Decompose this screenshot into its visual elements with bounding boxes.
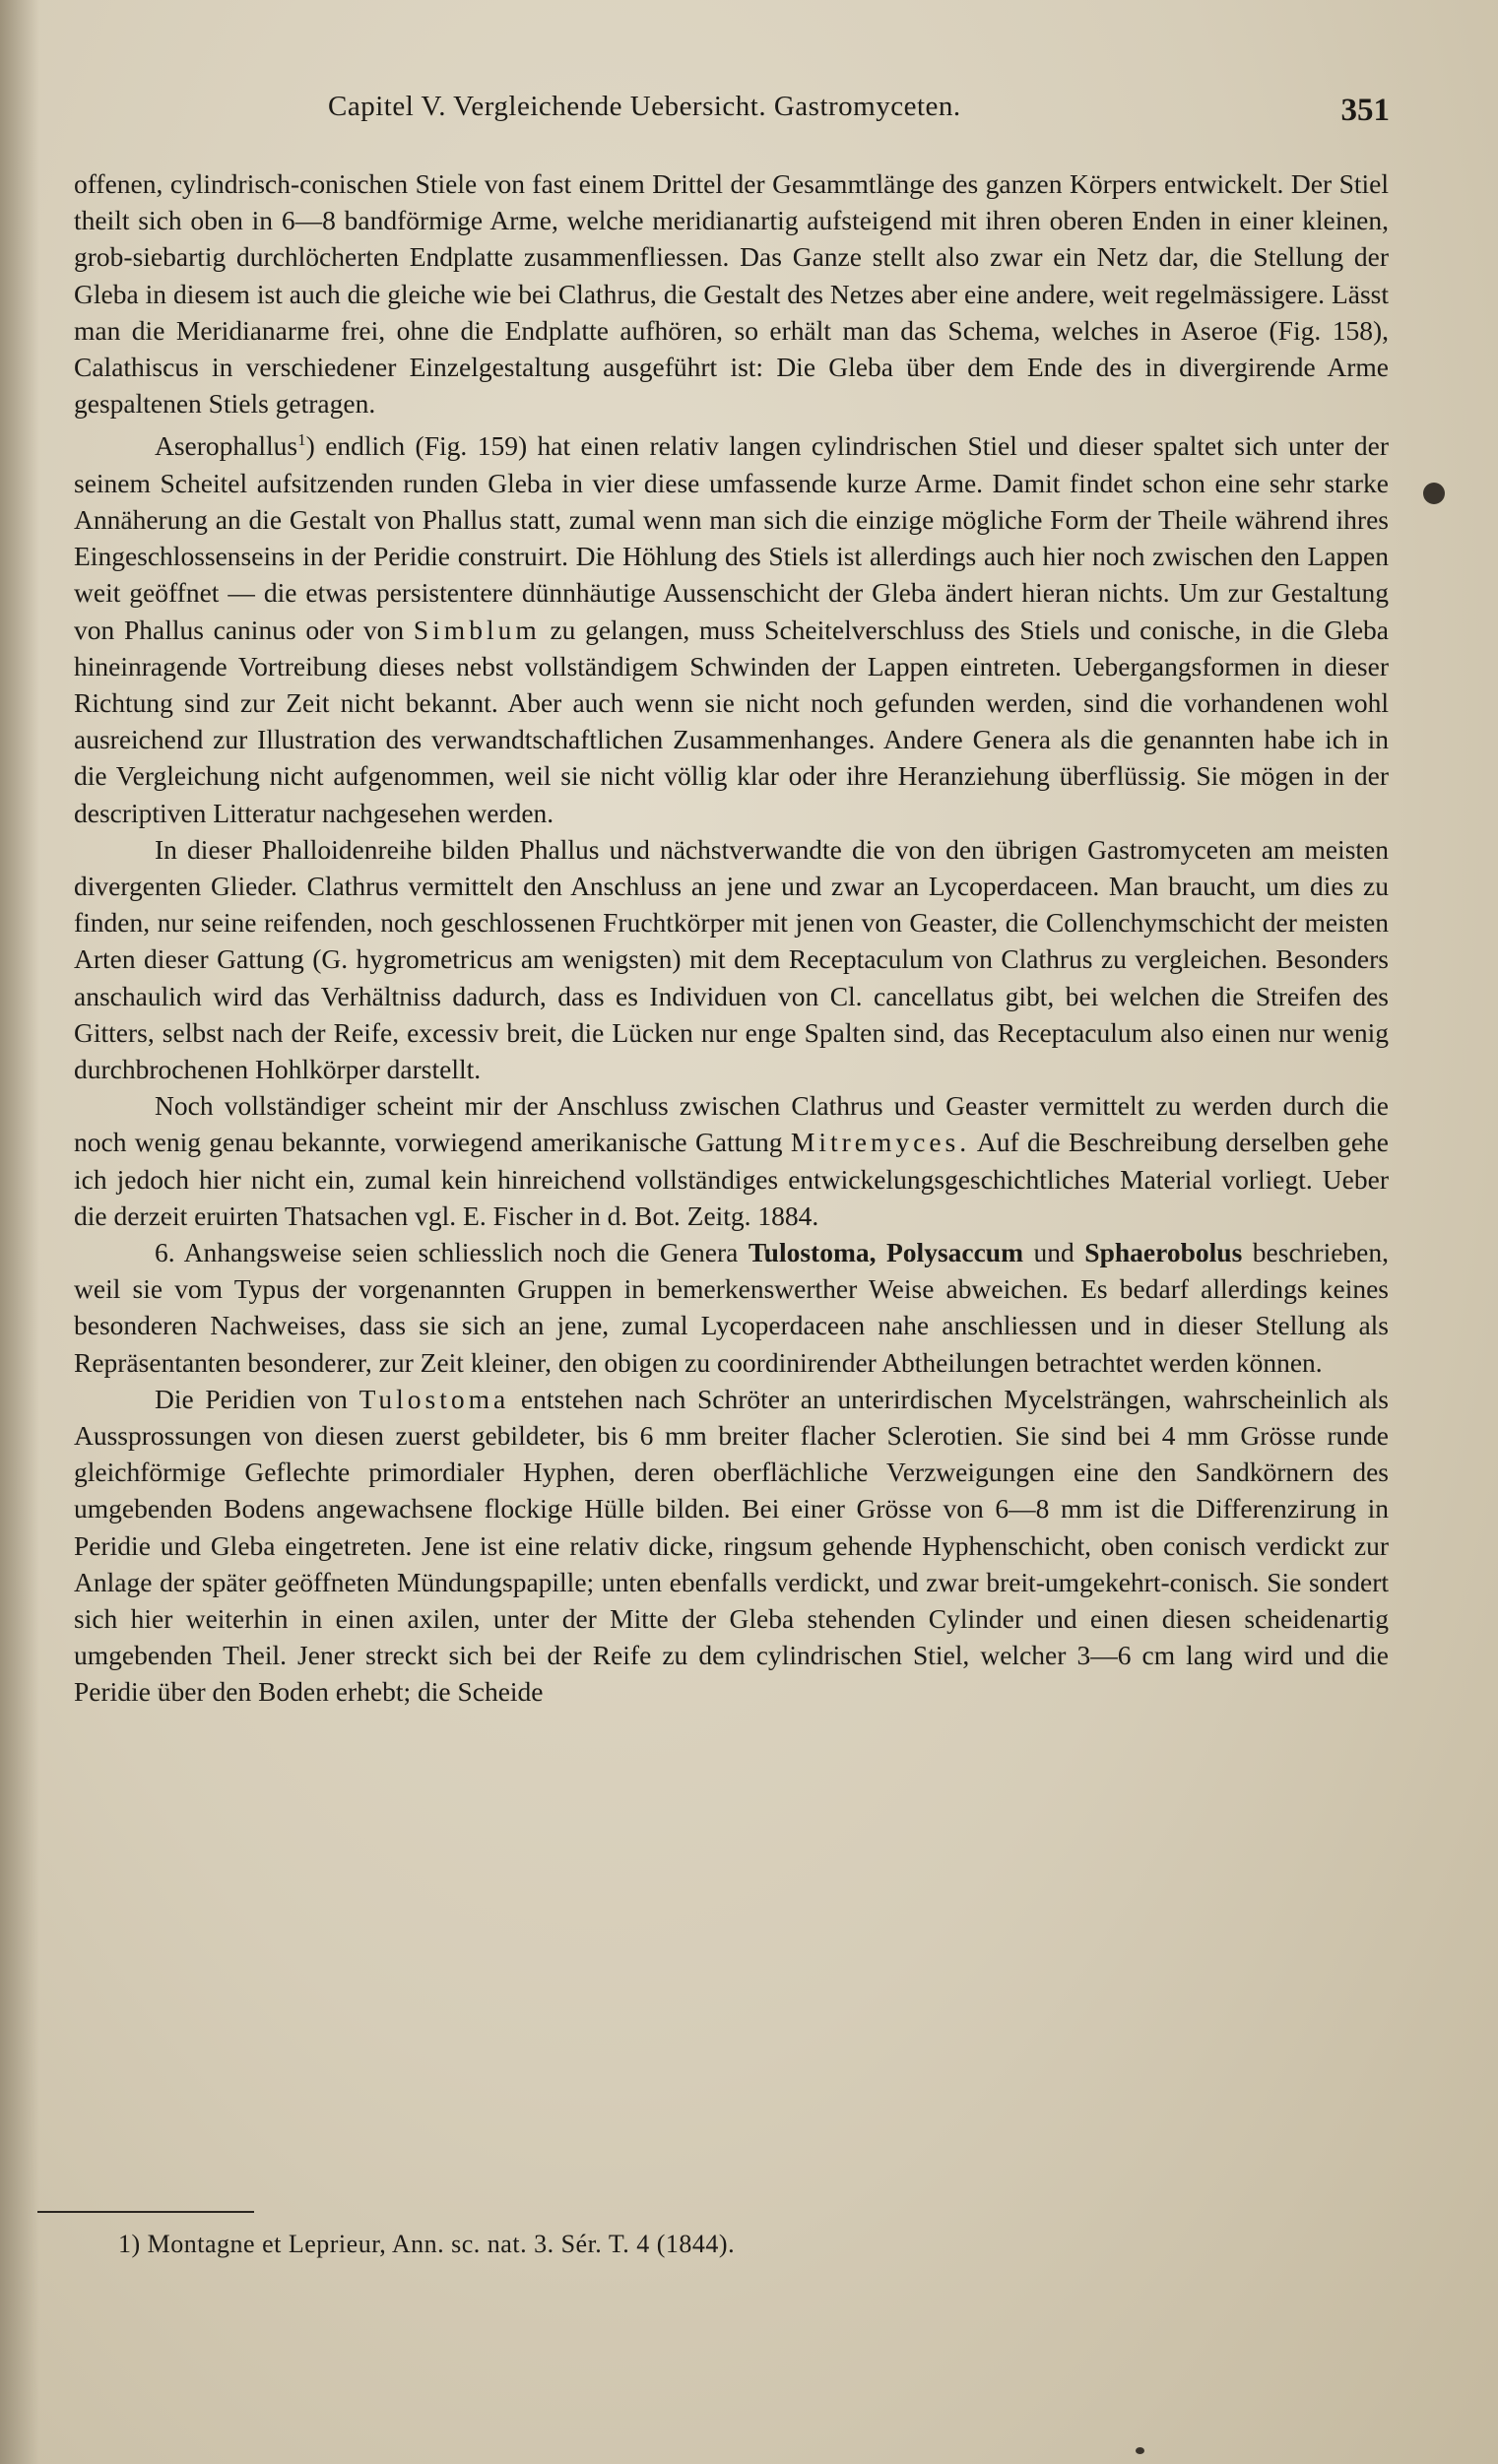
- footnote-marker: 1: [297, 430, 306, 450]
- paragraph-2-text-b: zu gelangen, muss Scheitelverschluss des Stiels und conische, in die Gleba hineinragende Vortreibung dieses nebst vollständigem Schwinden der Lappen eintreten. Uebergangsformen in dieser Richtung sind zur Zeit nicht bekannt. Aber auch wenn sie nicht noch gefunden werden, sind die vorhandenen wohl ausreichend zur Illustration des verwandtschaftlichen Zusammenhanges. Andere Genera als die genannten habe ich in die Vergleichung nicht aufgenommen, weil sie nicht völlig klar oder ihre Heranziehung überflüssig. Sie mögen in der descriptiven Litteratur nachgesehen werden.: [74, 614, 1390, 828]
- paragraph-3-text: In dieser Phalloidenreihe bilden Phallus und nächstverwandte die von den übrigen Gastromyceten am meisten divergenten Glieder. Clathrus vermittelt den Anschluss an jene und zwar an Lycoperdaceen. Man braucht, um dies zu finden, nur seine reifenden, noch geschlossenen Fruchtkörper mit jenen von Geaster, die Collenchymschicht der meisten Arten dieser Gattung (G. hygrometricus am wenigsten) mit dem Receptaculum von Clathrus zu vergleichen. Besonders anschaulich wird das Verhältniss dadurch, dass es Individuen von Cl. cancellatus gibt, bei welchen die Streifen des Gitters, selbst nach der Reife, excessiv breit, die Lücken nur enge Spalten sind, das Receptaculum also einen nur wenig durchbrochenen Hohlkörper darstellt.: [74, 833, 1389, 1085]
- paragraph-2-text-a: ) endlich (Fig. 159) hat einen relativ langen cylindrischen Stiel und dieser spaltet sich unter der seinem Scheitel aufsitzenden runden Gleba in vier diese umfassende kurze Arme. Damit findet schon eine sehr starke Annäherung an die Gestalt von Phallus statt, zumal wenn man sich die einzige mögliche Form der Theile während ihres Eingeschlossenseins in der Peridie construirt. Die Höhlung des Stiels ist allerdings auch hier noch zwischen den Lappen weit geöffnet — die etwas persistentere dünnhäutige Aussenschicht der Gleba ändert hieran nichts. Um zur Gestaltung von Phallus caninus oder von: [74, 430, 1389, 645]
- running-title: Capitel V. Vergleichende Uebersicht. Gastromyceten.: [328, 91, 961, 122]
- genus-tulostoma-bold: Tulostoma,: [748, 1237, 877, 1268]
- paragraph-6-text-a: Die Peridien von: [155, 1383, 348, 1414]
- genus-simblum: Simblum: [413, 614, 541, 645]
- genus-tulostoma: Tulostoma: [358, 1383, 510, 1414]
- paragraph-1-text: offenen, cylindrisch-conischen Stiele von fast einem Drittel der Gesammtlänge des ganzen Körpers entwickelt. Der Stiel theilt sich oben in 6—8 bandförmige Arme, welche meridianartig aufsteigend mit ihren oberen Enden in einer kleinen, grob-siebartig durchlöcherten Endplatte zusammenfliessen. Das Ganze stellt also zwar ein Netz dar, die Stellung der Gleba in diesem ist auch die gleiche wie bei Clathrus, die Gestalt des Netzes aber eine andere, weit regelmässigere. Lässt man die Meridianarme frei, ohne die Endplatte aufhören, so erhält man das Schema, welches in Aseroe (Fig. 158), Calathiscus in verschiedener Einzelgestaltung ausgeführt ist: Die Gleba über dem Ende des in divergirende Arme gespaltenen Stiels getragen.: [74, 168, 1389, 420]
- paragraph-4-text-a: Noch vollständiger scheint mir der Anschluss zwischen Clathrus und Geaster vermittelt zu werden durch die noch wenig genau bekannte, vorwiegend amerikanische Gattung: [74, 1090, 1389, 1158]
- word-und: und: [1033, 1237, 1075, 1268]
- body-text: [74, 165, 1389, 1711]
- paragraph-6-text-b: entstehen nach Schröter an unterirdischen Mycelsträngen, wahrscheinlich als Aussprossungen von diesen zuerst gebildeter, bis 6 mm breiter flacher Sclerotien. Sie sind bei 4 mm Grösse runde gleichförmige Geflechte primordialer Hyphen, deren oberflächliche Verzweigungen eine den Sandkörnern des umgebenden Bodens angewachsene flockige Hülle bilden. Bei einer Grösse von 6—8 mm ist die Differenzirung in Peridie und Gleba eingetreten. Jene ist eine relativ dicke, ringsum gehende Hyphenschicht, oben conisch verdickt zur Anlage der später geöffneten Mündungspapille; unten ebenfalls verdickt, und zwar breit-umgekehrt-conisch. Sie sondert sich hier weiterhin in einen axilen, unter der Mitte der Gleba stehenden Cylinder und einen diesen scheidenartig umgebenden Theil. Jener streckt sich bei der Reife zu dem cylindrischen Stiel, welcher 3—6 cm lang wird und die Peridie über den Boden erhebt; die Scheide: [74, 1383, 1389, 1708]
- genus-polysaccum-bold: Polysaccum: [886, 1237, 1024, 1268]
- page-number: 351: [1340, 93, 1390, 128]
- genus-aserophallus: Aserophallus: [155, 430, 298, 462]
- ink-speck: [1423, 483, 1445, 504]
- paragraph-4: [74, 1087, 1389, 1234]
- paragraph-1: [74, 165, 1389, 421]
- paragraph-5: [74, 1234, 1389, 1381]
- footnote-rule: [37, 2211, 254, 2213]
- genus-sphaerobolus-bold: Sphaerobolus: [1084, 1237, 1243, 1268]
- paragraph-5-text-a: 6. Anhangsweise seien schliesslich noch die Genera: [155, 1237, 739, 1268]
- genus-mitremyces: Mitremyces.: [790, 1127, 971, 1158]
- footnote: 1) Montagne et Leprieur, Ann. sc. nat. 3. Sér. T. 4 (1844).: [118, 2230, 736, 2258]
- paragraph-4-text-b: Auf die Beschreibung derselben gehe ich jedoch hier nicht ein, zumal kein hinreichend vollständiges entwickelungsgeschichtliches Material vorliegt. Ueber die derzeit eruirten Thatsachen vgl. E. Fischer in d. Bot. Zeitg. 1884.: [74, 1127, 1390, 1231]
- paragraph-2: [74, 421, 1389, 830]
- ink-speck: [1136, 2447, 1144, 2454]
- paragraph-3: [74, 831, 1389, 1087]
- page-header: [74, 91, 1390, 140]
- paragraph-5-text-b: beschrieben, weil sie vom Typus der vorgenannten Gruppen in bemerkenswerther Weise abweichen. Es bedarf allerdings keines besonderen Nachweises, dass sie sich an jene, zumal Lycoperdaceen nahe anschliessen und in dieser Stellung als Repräsentanten besonderer, zur Zeit kleiner, den obigen zu coordinirender Abtheilungen betrachtet werden können.: [74, 1237, 1389, 1378]
- paragraph-6: [74, 1381, 1389, 1711]
